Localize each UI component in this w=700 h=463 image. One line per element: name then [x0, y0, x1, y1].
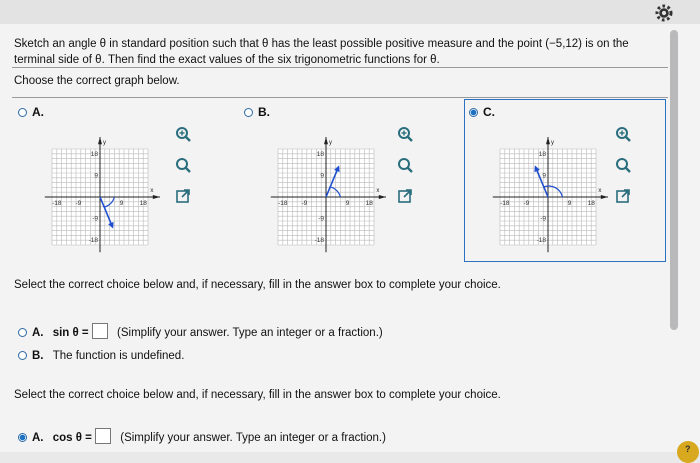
x-tick-label: 9 [567, 200, 572, 207]
expand-icon[interactable] [614, 187, 632, 205]
x-tick-label: 9 [345, 200, 350, 207]
option-b-label: B. [258, 105, 270, 119]
expand-icon[interactable] [396, 187, 414, 205]
radio-icon [244, 108, 253, 117]
zoom-out-icon[interactable] [614, 156, 632, 174]
x-tick-label: 18 [587, 200, 595, 207]
graph-a-tools [174, 125, 196, 218]
y-tick-label: 9 [320, 172, 324, 180]
graph-c-tools [614, 125, 636, 218]
x-axis-label: x [598, 188, 602, 194]
x-axis-label: x [150, 188, 154, 194]
y-tick-label: -9 [540, 215, 546, 223]
help-icon: ? [685, 444, 691, 454]
x-tick-label: -18 [52, 200, 62, 207]
top-bar [0, 0, 700, 24]
graph-a [30, 127, 170, 267]
divider [12, 67, 668, 68]
radio-selected-icon [469, 108, 478, 117]
y-tick-label: -18 [88, 237, 98, 245]
expand-icon[interactable] [174, 187, 192, 205]
cos-hint: (Simplify your answer. Type an integer or a fraction.) [120, 432, 386, 444]
cos-choice-a-letter: A. [32, 432, 44, 444]
sin-answer-box[interactable] [92, 323, 108, 339]
x-tick-label: -9 [75, 200, 82, 207]
x-axis-arrow [601, 195, 608, 199]
y-axis-arrow [324, 137, 328, 144]
option-a-label: A. [32, 105, 44, 119]
cos-function-label: cos θ = [52, 432, 92, 444]
cos-choice-a[interactable] [18, 428, 386, 444]
sin-choice-b-text: The function is undefined. [52, 350, 185, 362]
y-axis-arrow [98, 137, 102, 144]
x-tick-label: 9 [119, 200, 124, 207]
x-tick-label: -18 [278, 200, 288, 207]
y-axis-label: y [329, 140, 332, 147]
radio-icon [18, 328, 27, 337]
help-button[interactable] [677, 441, 699, 463]
y-tick-label: -9 [92, 215, 98, 223]
divider [12, 97, 668, 98]
y-axis-label: y [551, 140, 554, 147]
zoom-in-icon[interactable] [174, 125, 192, 143]
y-tick-label: 9 [542, 172, 546, 180]
zoom-in-icon[interactable] [396, 125, 414, 143]
gear-icon[interactable] [652, 1, 676, 25]
x-axis-arrow [153, 195, 160, 199]
sin-choice-b-letter: B. [32, 350, 44, 362]
sin-choice-a[interactable] [18, 323, 383, 339]
y-tick-label: 9 [94, 172, 98, 180]
choose-graph-prompt: Choose the correct graph below. [14, 75, 180, 87]
zoom-in-icon[interactable] [614, 125, 632, 143]
graph-b [256, 127, 396, 267]
radio-selected-icon [18, 433, 27, 442]
question-text: Sketch an angle θ in standard position such that θ has the least possible positive measure and the point (−5,12) is on the terminal side of θ. Then find the exact values of the six trigonometric functions for θ. [14, 38, 629, 66]
zoom-out-icon[interactable] [174, 156, 192, 174]
x-tick-label: -18 [500, 200, 510, 207]
sin-choice-a-letter: A. [32, 327, 44, 339]
y-tick-label: 18 [90, 150, 98, 158]
x-tick-label: -9 [301, 200, 308, 207]
graph-c [478, 127, 618, 267]
y-axis-arrow [546, 137, 550, 144]
graph-b-tools [396, 125, 418, 218]
sin-hint: (Simplify your answer. Type an integer or a fraction.) [117, 327, 383, 339]
x-axis-arrow [379, 195, 386, 199]
y-tick-label: 18 [316, 150, 324, 158]
section2-prompt: Select the correct choice below and, if necessary, fill in the answer box to complete your choice. [14, 389, 501, 401]
scrollbar[interactable] [670, 30, 678, 330]
y-tick-label: 18 [538, 150, 546, 158]
zoom-out-icon[interactable] [396, 156, 414, 174]
y-tick-label: -9 [318, 215, 324, 223]
y-tick-label: -18 [536, 237, 546, 245]
radio-icon [18, 351, 27, 360]
y-tick-label: -18 [314, 237, 324, 245]
radio-icon [18, 108, 27, 117]
option-b-radio[interactable] [244, 105, 270, 119]
sin-choice-b[interactable] [18, 350, 184, 362]
y-axis-label: y [103, 140, 106, 147]
section1-prompt: Select the correct choice below and, if necessary, fill in the answer box to complete your choice. [14, 279, 501, 291]
x-axis-label: x [376, 188, 380, 194]
option-c-radio[interactable] [469, 105, 495, 119]
sin-function-label: sin θ = [52, 327, 89, 339]
cos-answer-box[interactable] [95, 428, 111, 444]
option-a-radio[interactable] [18, 105, 44, 119]
x-tick-label: -9 [523, 200, 530, 207]
x-tick-label: 18 [139, 200, 147, 207]
option-c-label: C. [483, 105, 495, 119]
x-tick-label: 18 [365, 200, 373, 207]
